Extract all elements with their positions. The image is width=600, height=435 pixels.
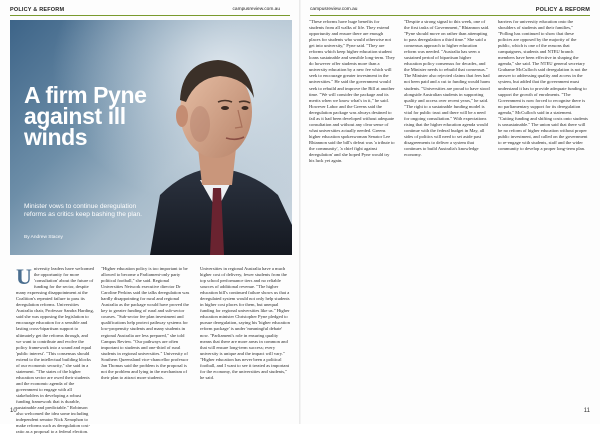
- body-column-3: [200, 266, 290, 411]
- body-column-6: [498, 19, 588, 404]
- drop-cap: U: [16, 264, 32, 289]
- body-column-2: [101, 266, 191, 411]
- article-standfirst: Minister vows to continue deregulation reforms as critics keep bashing the plan.: [24, 203, 143, 218]
- body-text: "Despite a strong signal to this week, one of the first tasks of Government," Rhiannon said. "Pyne should move on rather than attempting to pass deregulation a third time." She said a consensus approach to higher education reform was needed. "Australia has seen a sustained period of bipartisan higher education policy consensus for decades, and the Minister needs to rebuild that consensus." The Minister also rejected claims that fees had not been paid and a cut to funding would harm students. "Universities are proud to have stood alongside Australian students in supporting quality and access over recent years," he said. "The right to a sustainable funding model is vital for public trust and there will be a need for ongoing consultation." With expectations rising that the higher education agenda would continue with the federal budget in May, all sides of politics will need to set aside past disagreements to deliver a system that continues to build Australia's knowledge economy.: [404, 19, 490, 158]
- body-text: "Higher education policy is too important to be allowed to become a Parliament-only party political football," she said. Regional Universities Network executive director Dr Caroline Perkins said the talks deregulation was hardly disappointing for rural and regional Australia as the package would have proved the key to greater funding of rural and sub-sector courses. "Sub-sector fee plan investment and qualifications help protect pathway systems for low-propensity students and many students in regional Australia are less prepared," she told Campus Review. "Our pathways are often important to students and one-third of rural students in regional universities." University of Southern Queensland vice-chancellor professor Jan Thomas said the problem is the proposal is not the problem and lying in the mechanism of their plan to attract more students.: [101, 266, 190, 380]
- left-folio: [10, 5, 290, 15]
- right-folio: [310, 5, 590, 15]
- page-gutter: [299, 0, 301, 424]
- article-headline: A firm Pyne against ill winds: [24, 82, 147, 150]
- body-text: barriers for university education onto the shoulders of students and their families," "Polling has continued to show that these policies are opposed by the majority of the public, which is one of the reasons that campaigners, students and NTEU branch members have been effective in shaping the agenda," she said. The NTEU general secretary Grahame McCulloch said deregulation is not the answer to addressing quality and access in the system, but added that the government must understand it has to provide adequate funding to support the growth of enrolments. "The Government is now forced to recognise there is no parliamentary support for its deregulation agenda," McCulloch said in a statement. "Cutting funding and shifting costs onto students is unsustainable." The union said that there will be no reform of higher education without proper public investment, and called on the government to re-engage with students, staff and the wider community to develop a proper long-term plan.: [498, 19, 588, 151]
- hero-photo: [10, 20, 292, 255]
- left-folio-rule: [10, 15, 290, 16]
- body-column-5: [404, 19, 490, 404]
- body-text: niversity leaders have welcomed the opportunity for more 'consultation' about the future of funding for the sector, despite many expressing disappointment at the Coalition's repeated failure to pass its deregulation reforms. Universities Australia chair, Professor Sandra Harding, said she was opposing the legislation to encourage education for a sensible and lasting cross-bipartisan support to ultimately get the reforms through, and we want to contribute and evolve the policy framework into a sound and equal 'public interest'. "This consensus should extend to the intellectual building blocks of our economic security," she said in a statement. "The states of the higher education sector are owed their students and the economic agenda of the government to engage with all stakeholders in developing a robust funding framework that is durable, sustainable and predictable." Robinson also welcomed the idea some including independent senator Nick Xenophon to make reforms such as deregulation cost-ratio as a proposal to a federal election.: [16, 266, 94, 435]
- body-column-1: [16, 264, 94, 435]
- left-page-number: 10: [10, 408, 17, 414]
- right-folio-rule: [310, 15, 590, 16]
- body-column-4: [309, 19, 395, 404]
- article-byline: By Andrew Stacey: [24, 235, 63, 240]
- right-section-label: POLICY & REFORM: [535, 7, 590, 13]
- body-text: "These reforms have huge benefits for students from all walks of life. They extend opportunity and ensure there are enough places for students who would otherwise not get into university," Pyne said. "They are reforms which keep higher education student loans sustainable and sensible long-term. They do however offer students more than a university education by a new fee which will seek to encourage greater investment in the universities." He said the government would seek to rebuild and improve the Bill at another time. "We will consider the package and its merits when we know what's in it," he said. However Labor and the Greens said the deregulation package was always destined to fail as it had been developed without adequate consultation and without any clear sense of what universities actually needed. Greens higher education spokeswoman Senator Lee Rhiannon said the bill's defeat was 'a tribute to the community', 'a chief fight against deregulation' and she hoped Pyne would try his luck yet again.: [309, 19, 395, 164]
- right-page-number: 11: [583, 408, 590, 414]
- body-text: Universities in regional Australia have a much higher cost of delivery, fewer students from the top school performance tiers and no reliable sources of additional revenue. "The higher education bill's continued failure shows us that a deregulated system would not only help students in higher cost places for them, but unequal funding for regional universities like us." Higher education minister Christopher Pyne pledged to pursue deregulation, saying his 'higher education reform package' is under 'meaningful debate' now. "Parliament's role in ensuring quality means that there are more areas in common and that will ensure long-term success; every university is unique and the impact will vary." "Higher education has never been a political football, and I want to see it treated as important for the economy, the universities and students," he said.: [200, 266, 290, 380]
- left-site-label: campusreview.com.au: [232, 7, 280, 12]
- right-site-label: campusreview.com.au: [310, 7, 358, 12]
- left-section-label: POLICY & REFORM: [10, 7, 65, 13]
